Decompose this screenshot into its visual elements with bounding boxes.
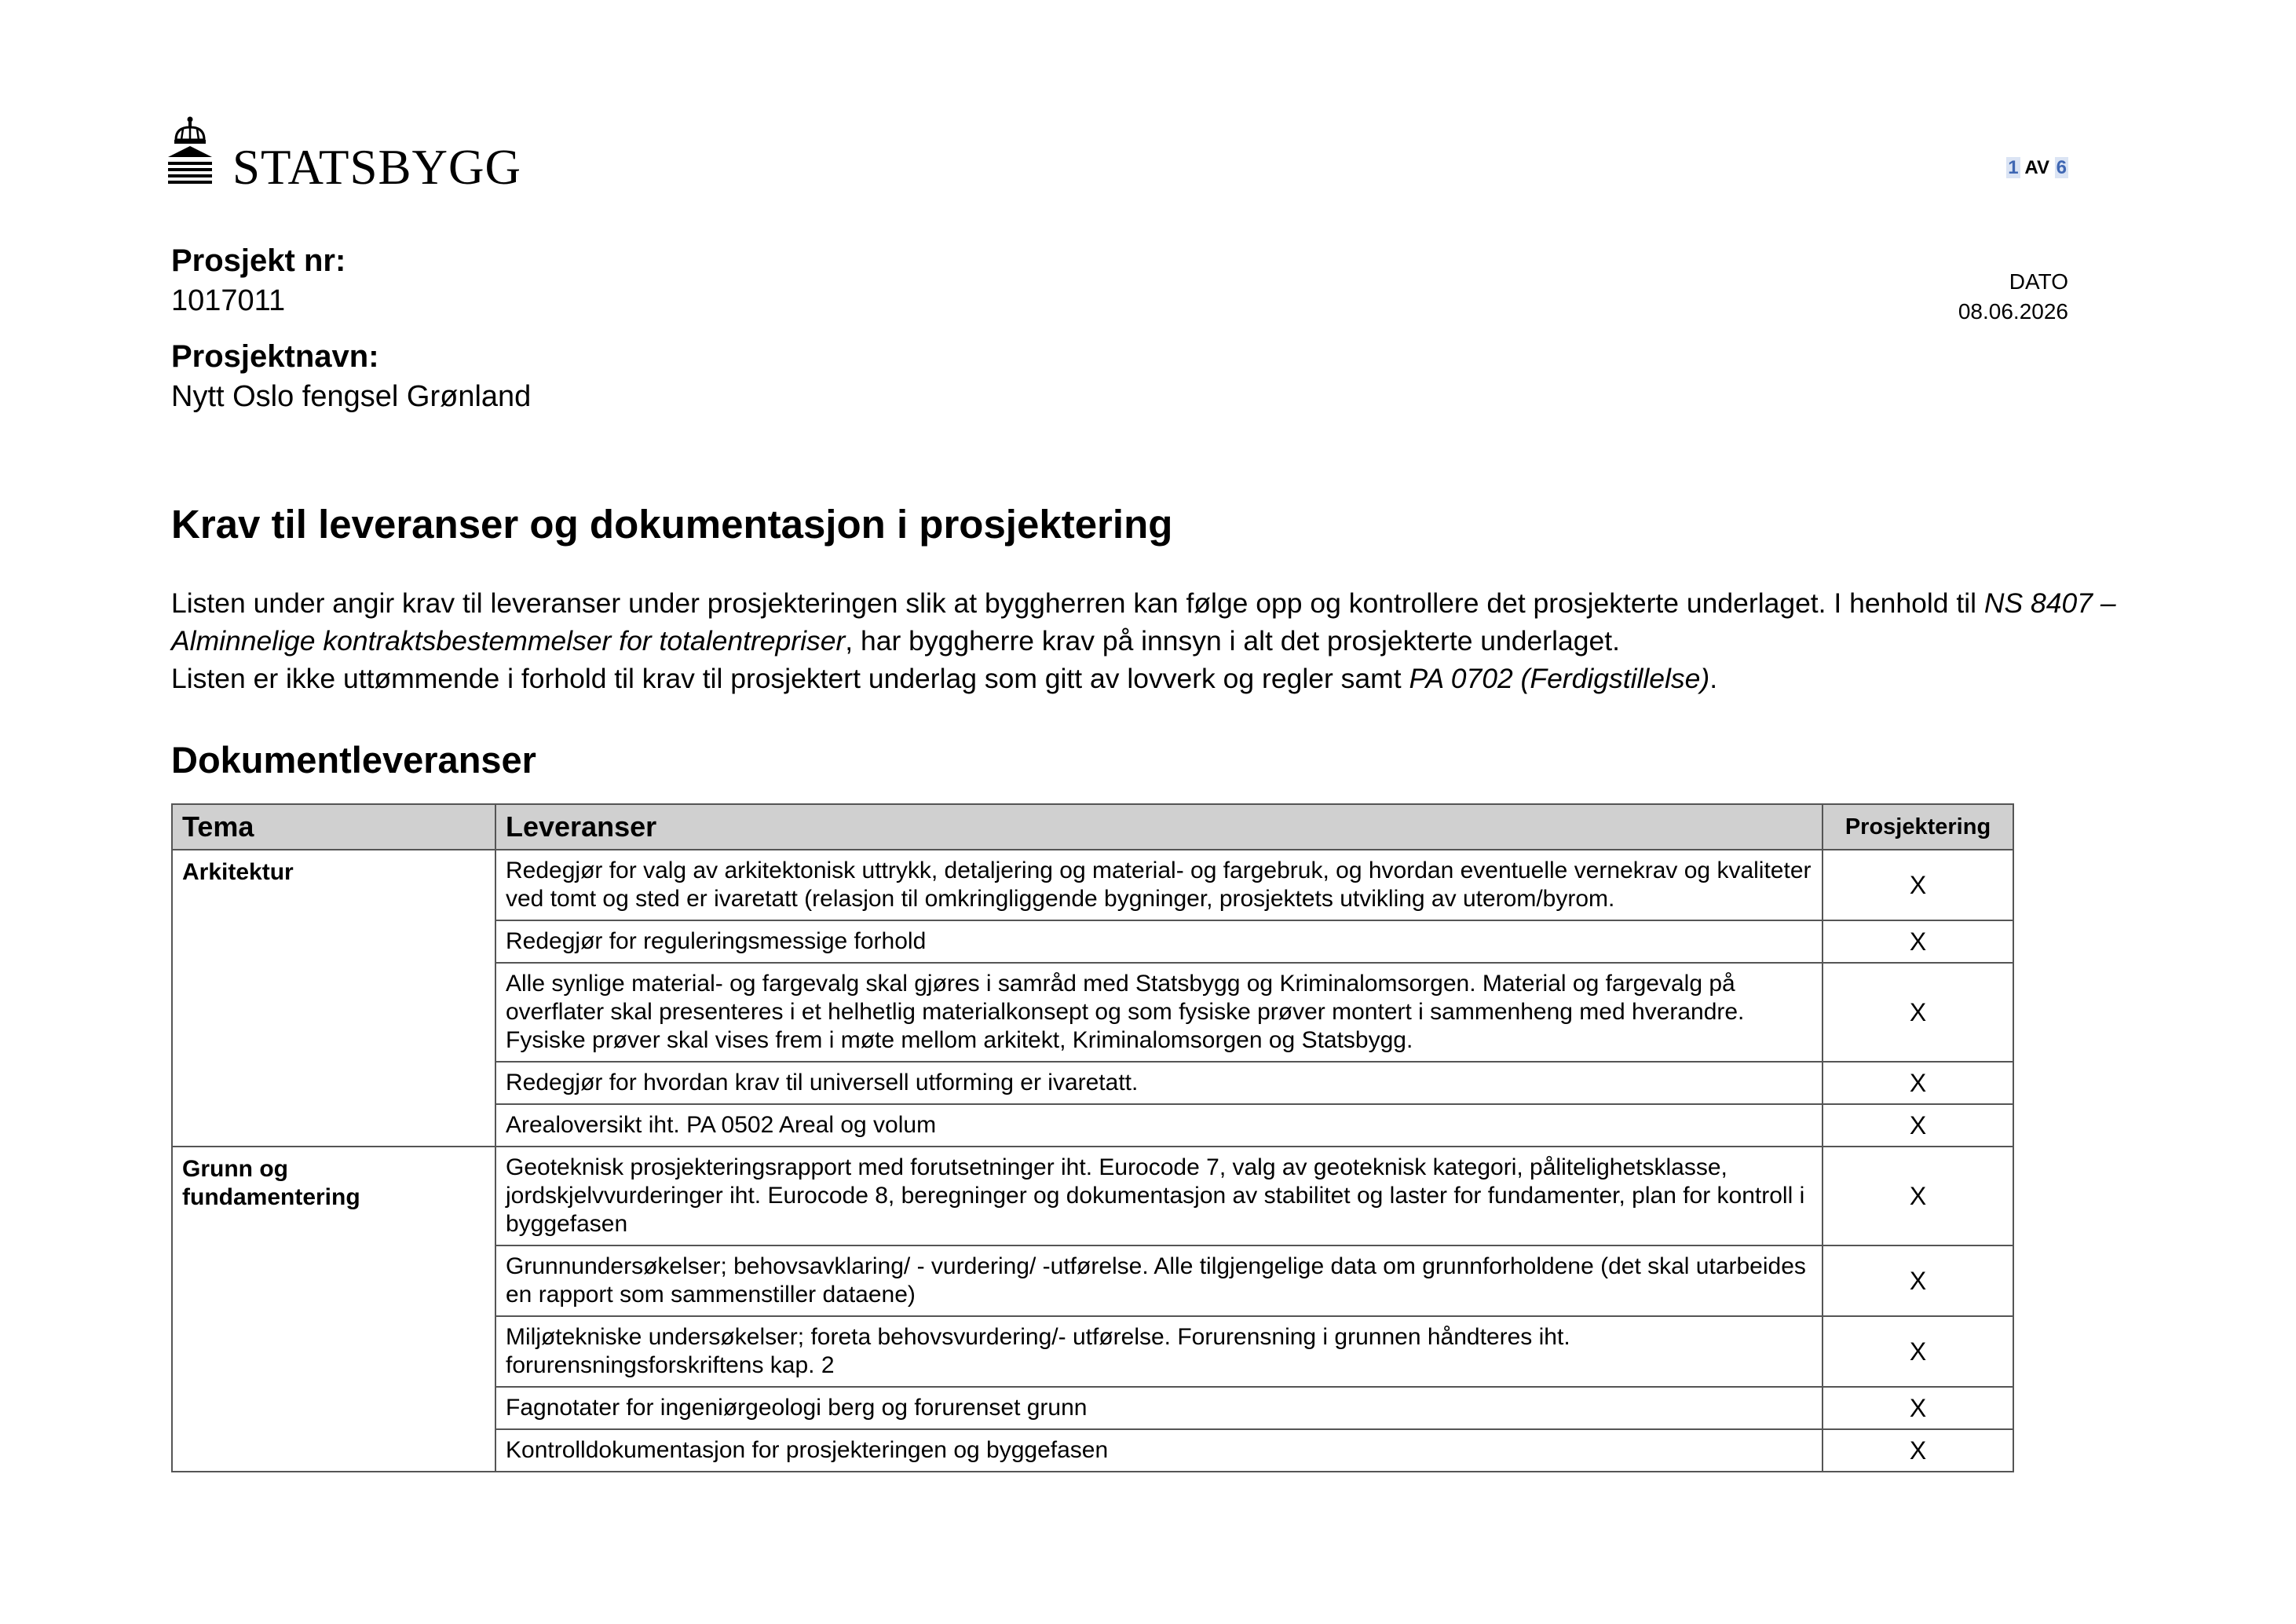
prosjektering-mark: X bbox=[1823, 850, 2013, 920]
project-name-value: Nytt Oslo fengsel Grønland bbox=[171, 380, 532, 413]
tema-cell: Arkitektur bbox=[172, 850, 495, 1147]
page-separator: AV bbox=[2024, 157, 2049, 178]
tema-line: Grunn og bbox=[182, 1156, 288, 1182]
prosjektering-mark: X bbox=[1823, 1429, 2013, 1472]
project-nr-label: Prosjekt nr: bbox=[171, 243, 346, 278]
leveranse-cell: Fagnotater for ingeniørgeologi berg og forurenset grunn bbox=[495, 1387, 1823, 1429]
intro-paragraph bbox=[171, 584, 2150, 697]
leveranse-cell: Redegjør for reguleringsmessige forhold bbox=[495, 920, 1823, 963]
leveranse-cell: Alle synlige material- og fargevalg skal gjøres i samråd med Statsbygg og Kriminalomsorgen. Material og fargevalg på overflater skal presenteres i et helhetlig materialkonsept og som fysiske prøver montert i sammenheng med hverandre. Fysiske prøver skal vises frem i møte mellom arkitekt, Kriminalomsorgen og Statsbygg. bbox=[495, 963, 1823, 1062]
intro-line1-start: Listen under angir krav til leveranser under prosjekteringen slik at byggherren kan følge opp og kontrollere det prosjekterte underlaget. I henhold til bbox=[171, 587, 1984, 619]
prosjektering-mark: X bbox=[1823, 920, 2013, 963]
tema-line: fundamentering bbox=[182, 1184, 360, 1210]
prosjektering-mark: X bbox=[1823, 1104, 2013, 1147]
page-counter bbox=[2006, 157, 2068, 179]
date-block bbox=[1958, 267, 2068, 327]
deliverables-table bbox=[171, 803, 2014, 1472]
logo-wordmark: STATSBYGG bbox=[232, 140, 522, 195]
project-nr-value: 1017011 bbox=[171, 284, 286, 317]
prosjektering-mark: X bbox=[1823, 1245, 2013, 1316]
date-label: DATO bbox=[2009, 269, 2068, 294]
leveranse-cell: Kontrolldokumentasjon for prosjekteringen og byggefasen bbox=[495, 1429, 1823, 1472]
leveranse-cell: Arealoversikt iht. PA 0502 Areal og volum bbox=[495, 1104, 1823, 1147]
leveranse-cell: Redegjør for hvordan krav til universell utforming er ivaretatt. bbox=[495, 1062, 1823, 1104]
leveranse-cell: Miljøtekniske undersøkelser; foreta behovsvurdering/- utførelse. Forurensning i grunnen håndteres iht. forurensningsforskriftens kap. 2 bbox=[495, 1316, 1823, 1387]
page-total: 6 bbox=[2056, 157, 2067, 178]
leveranse-cell: Geoteknisk prosjekteringsrapport med forutsetninger iht. Eurocode 7, valg av geoteknisk kategori, pålitelighetsklasse, jordskjelvvurderinger iht. Eurocode 8, beregninger og dokumentasjon av stabilitet og laster for fundamenter, plan for kontroll i byggefasen bbox=[495, 1147, 1823, 1245]
header-tema: Tema bbox=[172, 804, 495, 850]
intro-line2-end: . bbox=[1709, 663, 1718, 694]
prosjektering-mark: X bbox=[1823, 963, 2013, 1062]
intro-ns8407-ref: NS 8407 – Alminnelige kontraktsbestemmelser for totalentrepriser bbox=[171, 587, 2116, 657]
leveranse-cell: Grunnundersøkelser; behovsavklaring/ - vurdering/ -utførelse. Alle tilgjengelige data om grunnforholdene (det skal utarbeides en rapport som sammenstiller dataene) bbox=[495, 1245, 1823, 1316]
tema-cell bbox=[172, 1147, 495, 1472]
intro-line2-start: Listen er ikke uttømmende i forhold til krav til prosjektert underlag som gitt av lovverk og regler samt bbox=[171, 663, 1409, 694]
header-prosjektering: Prosjektering bbox=[1823, 804, 2013, 850]
section-title: Dokumentleveranser bbox=[171, 739, 536, 781]
intro-line1-end: , har byggherre krav på innsyn i alt det prosjekterte underlaget. bbox=[845, 625, 1620, 657]
table-header-row bbox=[172, 804, 2013, 850]
header-leveranser: Leveranser bbox=[495, 804, 1823, 850]
page-current: 1 bbox=[2008, 157, 2019, 178]
prosjektering-mark: X bbox=[1823, 1316, 2013, 1387]
prosjektering-mark: X bbox=[1823, 1147, 2013, 1245]
statsbygg-logo bbox=[166, 116, 528, 195]
page-title: Krav til leveranser og dokumentasjon i prosjektering bbox=[171, 502, 1173, 547]
crown-building-icon bbox=[166, 116, 214, 188]
prosjektering-mark: X bbox=[1823, 1387, 2013, 1429]
table-row bbox=[172, 850, 2013, 920]
intro-pa0702-ref: PA 0702 (Ferdigstillelse) bbox=[1409, 663, 1710, 694]
table-row bbox=[172, 1147, 2013, 1245]
project-name-label: Prosjektnavn: bbox=[171, 339, 379, 374]
leveranse-cell: Redegjør for valg av arkitektonisk uttrykk, detaljering og material- og fargebruk, og hvordan eventuelle vernekrav og kvaliteter ved tomt og sted er ivaretatt (relasjon til omkringliggende bygninger, prosjektets utvikling av uterom/byrom. bbox=[495, 850, 1823, 920]
date-value: 08.06.2026 bbox=[1958, 299, 2068, 324]
prosjektering-mark: X bbox=[1823, 1062, 2013, 1104]
